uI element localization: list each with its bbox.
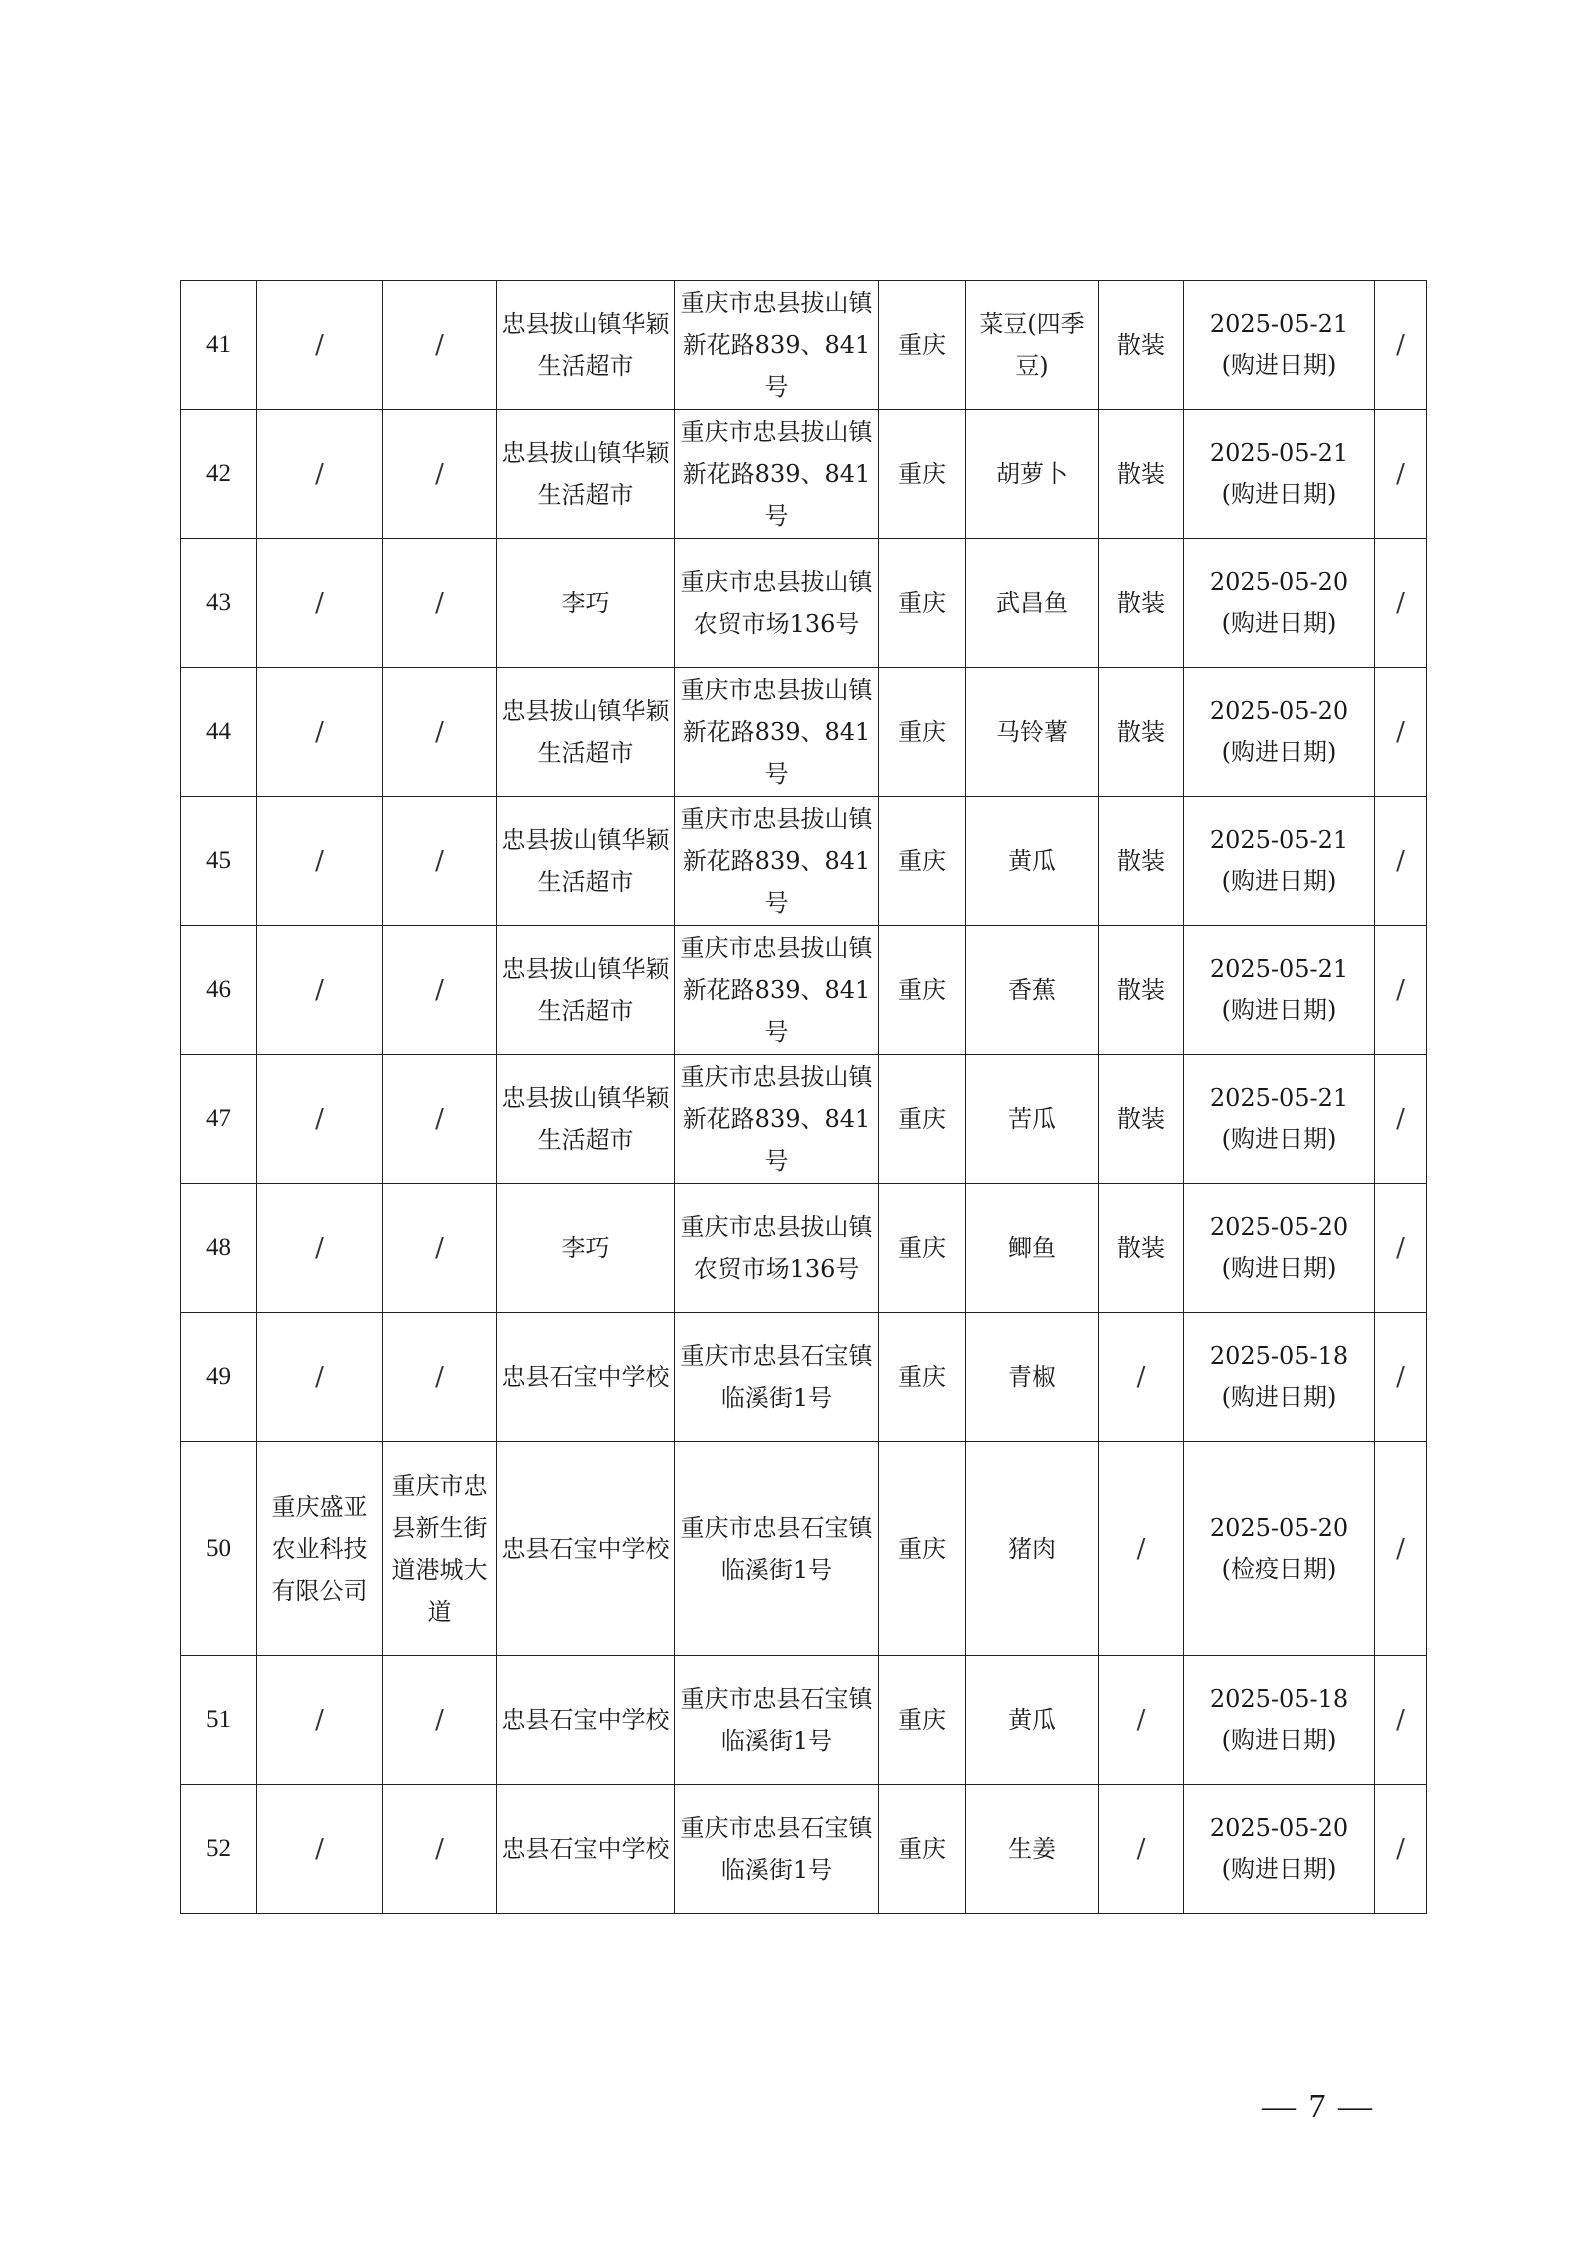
- table-row: [181, 539, 1427, 668]
- cell-specification: 散装: [1099, 1184, 1184, 1313]
- cell-region: 重庆: [879, 1785, 966, 1914]
- cell-seller-name: 忠县拔山镇华颖生活超市: [497, 281, 675, 410]
- cell-seller-address: 重庆市忠县石宝镇临溪街1号: [675, 1785, 879, 1914]
- cell-producer-address: /: [383, 1184, 497, 1313]
- cell-producer-address: /: [383, 410, 497, 539]
- cell-producer-name: /: [257, 539, 383, 668]
- cell-sample-name: 黄瓜: [966, 797, 1099, 926]
- cell-producer-address: /: [383, 668, 497, 797]
- cell-seller-name: 忠县石宝中学校: [497, 1785, 675, 1914]
- cell-specification: 散装: [1099, 281, 1184, 410]
- cell-seller-address: 重庆市忠县拔山镇新花路839、841号: [675, 1055, 879, 1184]
- cell-date: 2025-05-20 (检疫日期): [1184, 1442, 1375, 1656]
- cell-producer-address: /: [383, 1313, 497, 1442]
- cell-sequence-number: 49: [181, 1313, 257, 1442]
- cell-producer-name: /: [257, 1785, 383, 1914]
- cell-specification: 散装: [1099, 926, 1184, 1055]
- cell-remark: /: [1375, 1313, 1427, 1442]
- cell-producer-address: /: [383, 1785, 497, 1914]
- cell-seller-address: 重庆市忠县拔山镇农贸市场136号: [675, 1184, 879, 1313]
- cell-date: 2025-05-21 (购进日期): [1184, 926, 1375, 1055]
- table-row: [181, 797, 1427, 926]
- cell-seller-address: 重庆市忠县拔山镇新花路839、841号: [675, 668, 879, 797]
- cell-producer-address: /: [383, 281, 497, 410]
- cell-seller-address: 重庆市忠县拔山镇新花路839、841号: [675, 410, 879, 539]
- cell-specification: /: [1099, 1656, 1184, 1785]
- table-row: [181, 1184, 1427, 1313]
- table-body: [181, 281, 1427, 1914]
- cell-sample-name: 胡萝卜: [966, 410, 1099, 539]
- cell-remark: /: [1375, 797, 1427, 926]
- cell-sequence-number: 42: [181, 410, 257, 539]
- cell-region: 重庆: [879, 539, 966, 668]
- cell-specification: /: [1099, 1313, 1184, 1442]
- cell-seller-name: 李巧: [497, 1184, 675, 1313]
- cell-region: 重庆: [879, 1656, 966, 1785]
- cell-sample-name: 鲫鱼: [966, 1184, 1099, 1313]
- sampling-table-page: [180, 280, 1426, 1914]
- cell-region: 重庆: [879, 668, 966, 797]
- cell-producer-address: /: [383, 539, 497, 668]
- cell-seller-name: 忠县石宝中学校: [497, 1656, 675, 1785]
- cell-region: 重庆: [879, 1442, 966, 1656]
- cell-sequence-number: 41: [181, 281, 257, 410]
- cell-date: 2025-05-21 (购进日期): [1184, 1055, 1375, 1184]
- cell-remark: /: [1375, 1785, 1427, 1914]
- cell-seller-address: 重庆市忠县拔山镇新花路839、841号: [675, 281, 879, 410]
- cell-producer-address: /: [383, 926, 497, 1055]
- cell-sample-name: 猪肉: [966, 1442, 1099, 1656]
- cell-sequence-number: 44: [181, 668, 257, 797]
- cell-producer-name: /: [257, 926, 383, 1055]
- page-number: — 7 —: [1262, 2088, 1374, 2125]
- cell-seller-address: 重庆市忠县拔山镇新花路839、841号: [675, 797, 879, 926]
- cell-producer-name: /: [257, 1656, 383, 1785]
- cell-specification: 散装: [1099, 410, 1184, 539]
- cell-specification: 散装: [1099, 668, 1184, 797]
- cell-producer-name: 重庆盛亚农业科技有限公司: [257, 1442, 383, 1656]
- cell-seller-address: 重庆市忠县石宝镇临溪街1号: [675, 1442, 879, 1656]
- cell-sequence-number: 43: [181, 539, 257, 668]
- cell-sequence-number: 45: [181, 797, 257, 926]
- cell-specification: /: [1099, 1442, 1184, 1656]
- cell-sequence-number: 52: [181, 1785, 257, 1914]
- table-row: [181, 1442, 1427, 1656]
- cell-producer-name: /: [257, 1313, 383, 1442]
- cell-producer-address: 重庆市忠县新生街道港城大道: [383, 1442, 497, 1656]
- cell-seller-address: 重庆市忠县拔山镇新花路839、841号: [675, 926, 879, 1055]
- cell-remark: /: [1375, 926, 1427, 1055]
- cell-date: 2025-05-21 (购进日期): [1184, 410, 1375, 539]
- cell-sample-name: 生姜: [966, 1785, 1099, 1914]
- cell-seller-name: 忠县拔山镇华颖生活超市: [497, 926, 675, 1055]
- cell-remark: /: [1375, 1184, 1427, 1313]
- cell-region: 重庆: [879, 1313, 966, 1442]
- cell-sequence-number: 46: [181, 926, 257, 1055]
- cell-specification: 散装: [1099, 1055, 1184, 1184]
- cell-producer-name: /: [257, 797, 383, 926]
- cell-date: 2025-05-21 (购进日期): [1184, 797, 1375, 926]
- cell-sequence-number: 48: [181, 1184, 257, 1313]
- cell-remark: /: [1375, 1656, 1427, 1785]
- cell-producer-address: /: [383, 1656, 497, 1785]
- cell-remark: /: [1375, 539, 1427, 668]
- cell-date: 2025-05-20 (购进日期): [1184, 1184, 1375, 1313]
- cell-seller-name: 忠县石宝中学校: [497, 1442, 675, 1656]
- sampling-table: [180, 280, 1427, 1914]
- cell-sequence-number: 50: [181, 1442, 257, 1656]
- cell-region: 重庆: [879, 410, 966, 539]
- cell-producer-name: /: [257, 1055, 383, 1184]
- cell-remark: /: [1375, 281, 1427, 410]
- cell-seller-name: 忠县拔山镇华颖生活超市: [497, 410, 675, 539]
- cell-sequence-number: 47: [181, 1055, 257, 1184]
- cell-region: 重庆: [879, 797, 966, 926]
- table-row: [181, 281, 1427, 410]
- cell-producer-name: /: [257, 281, 383, 410]
- table-row: [181, 1055, 1427, 1184]
- cell-seller-name: 李巧: [497, 539, 675, 668]
- cell-region: 重庆: [879, 1184, 966, 1313]
- cell-remark: /: [1375, 1055, 1427, 1184]
- cell-sample-name: 黄瓜: [966, 1656, 1099, 1785]
- cell-sample-name: 武昌鱼: [966, 539, 1099, 668]
- cell-specification: /: [1099, 1785, 1184, 1914]
- cell-date: 2025-05-18 (购进日期): [1184, 1313, 1375, 1442]
- cell-date: 2025-05-18 (购进日期): [1184, 1656, 1375, 1785]
- table-row: [181, 1785, 1427, 1914]
- cell-remark: /: [1375, 1442, 1427, 1656]
- cell-sample-name: 马铃薯: [966, 668, 1099, 797]
- cell-sample-name: 菜豆(四季豆): [966, 281, 1099, 410]
- cell-seller-address: 重庆市忠县石宝镇临溪街1号: [675, 1313, 879, 1442]
- cell-seller-name: 忠县拔山镇华颖生活超市: [497, 797, 675, 926]
- cell-producer-name: /: [257, 410, 383, 539]
- cell-seller-name: 忠县拔山镇华颖生活超市: [497, 668, 675, 797]
- table-row: [181, 1313, 1427, 1442]
- cell-producer-address: /: [383, 797, 497, 926]
- cell-seller-name: 忠县石宝中学校: [497, 1313, 675, 1442]
- table-row: [181, 668, 1427, 797]
- cell-producer-name: /: [257, 668, 383, 797]
- cell-seller-name: 忠县拔山镇华颖生活超市: [497, 1055, 675, 1184]
- cell-date: 2025-05-20 (购进日期): [1184, 1785, 1375, 1914]
- cell-seller-address: 重庆市忠县石宝镇临溪街1号: [675, 1656, 879, 1785]
- cell-remark: /: [1375, 410, 1427, 539]
- table-row: [181, 926, 1427, 1055]
- cell-producer-name: /: [257, 1184, 383, 1313]
- cell-sample-name: 苦瓜: [966, 1055, 1099, 1184]
- cell-date: 2025-05-20 (购进日期): [1184, 668, 1375, 797]
- cell-sequence-number: 51: [181, 1656, 257, 1785]
- cell-sample-name: 香蕉: [966, 926, 1099, 1055]
- cell-specification: 散装: [1099, 797, 1184, 926]
- cell-region: 重庆: [879, 1055, 966, 1184]
- cell-sample-name: 青椒: [966, 1313, 1099, 1442]
- cell-region: 重庆: [879, 281, 966, 410]
- cell-producer-address: /: [383, 1055, 497, 1184]
- table-row: [181, 1656, 1427, 1785]
- cell-seller-address: 重庆市忠县拔山镇农贸市场136号: [675, 539, 879, 668]
- cell-date: 2025-05-20 (购进日期): [1184, 539, 1375, 668]
- cell-specification: 散装: [1099, 539, 1184, 668]
- cell-date: 2025-05-21 (购进日期): [1184, 281, 1375, 410]
- table-row: [181, 410, 1427, 539]
- cell-remark: /: [1375, 668, 1427, 797]
- cell-region: 重庆: [879, 926, 966, 1055]
